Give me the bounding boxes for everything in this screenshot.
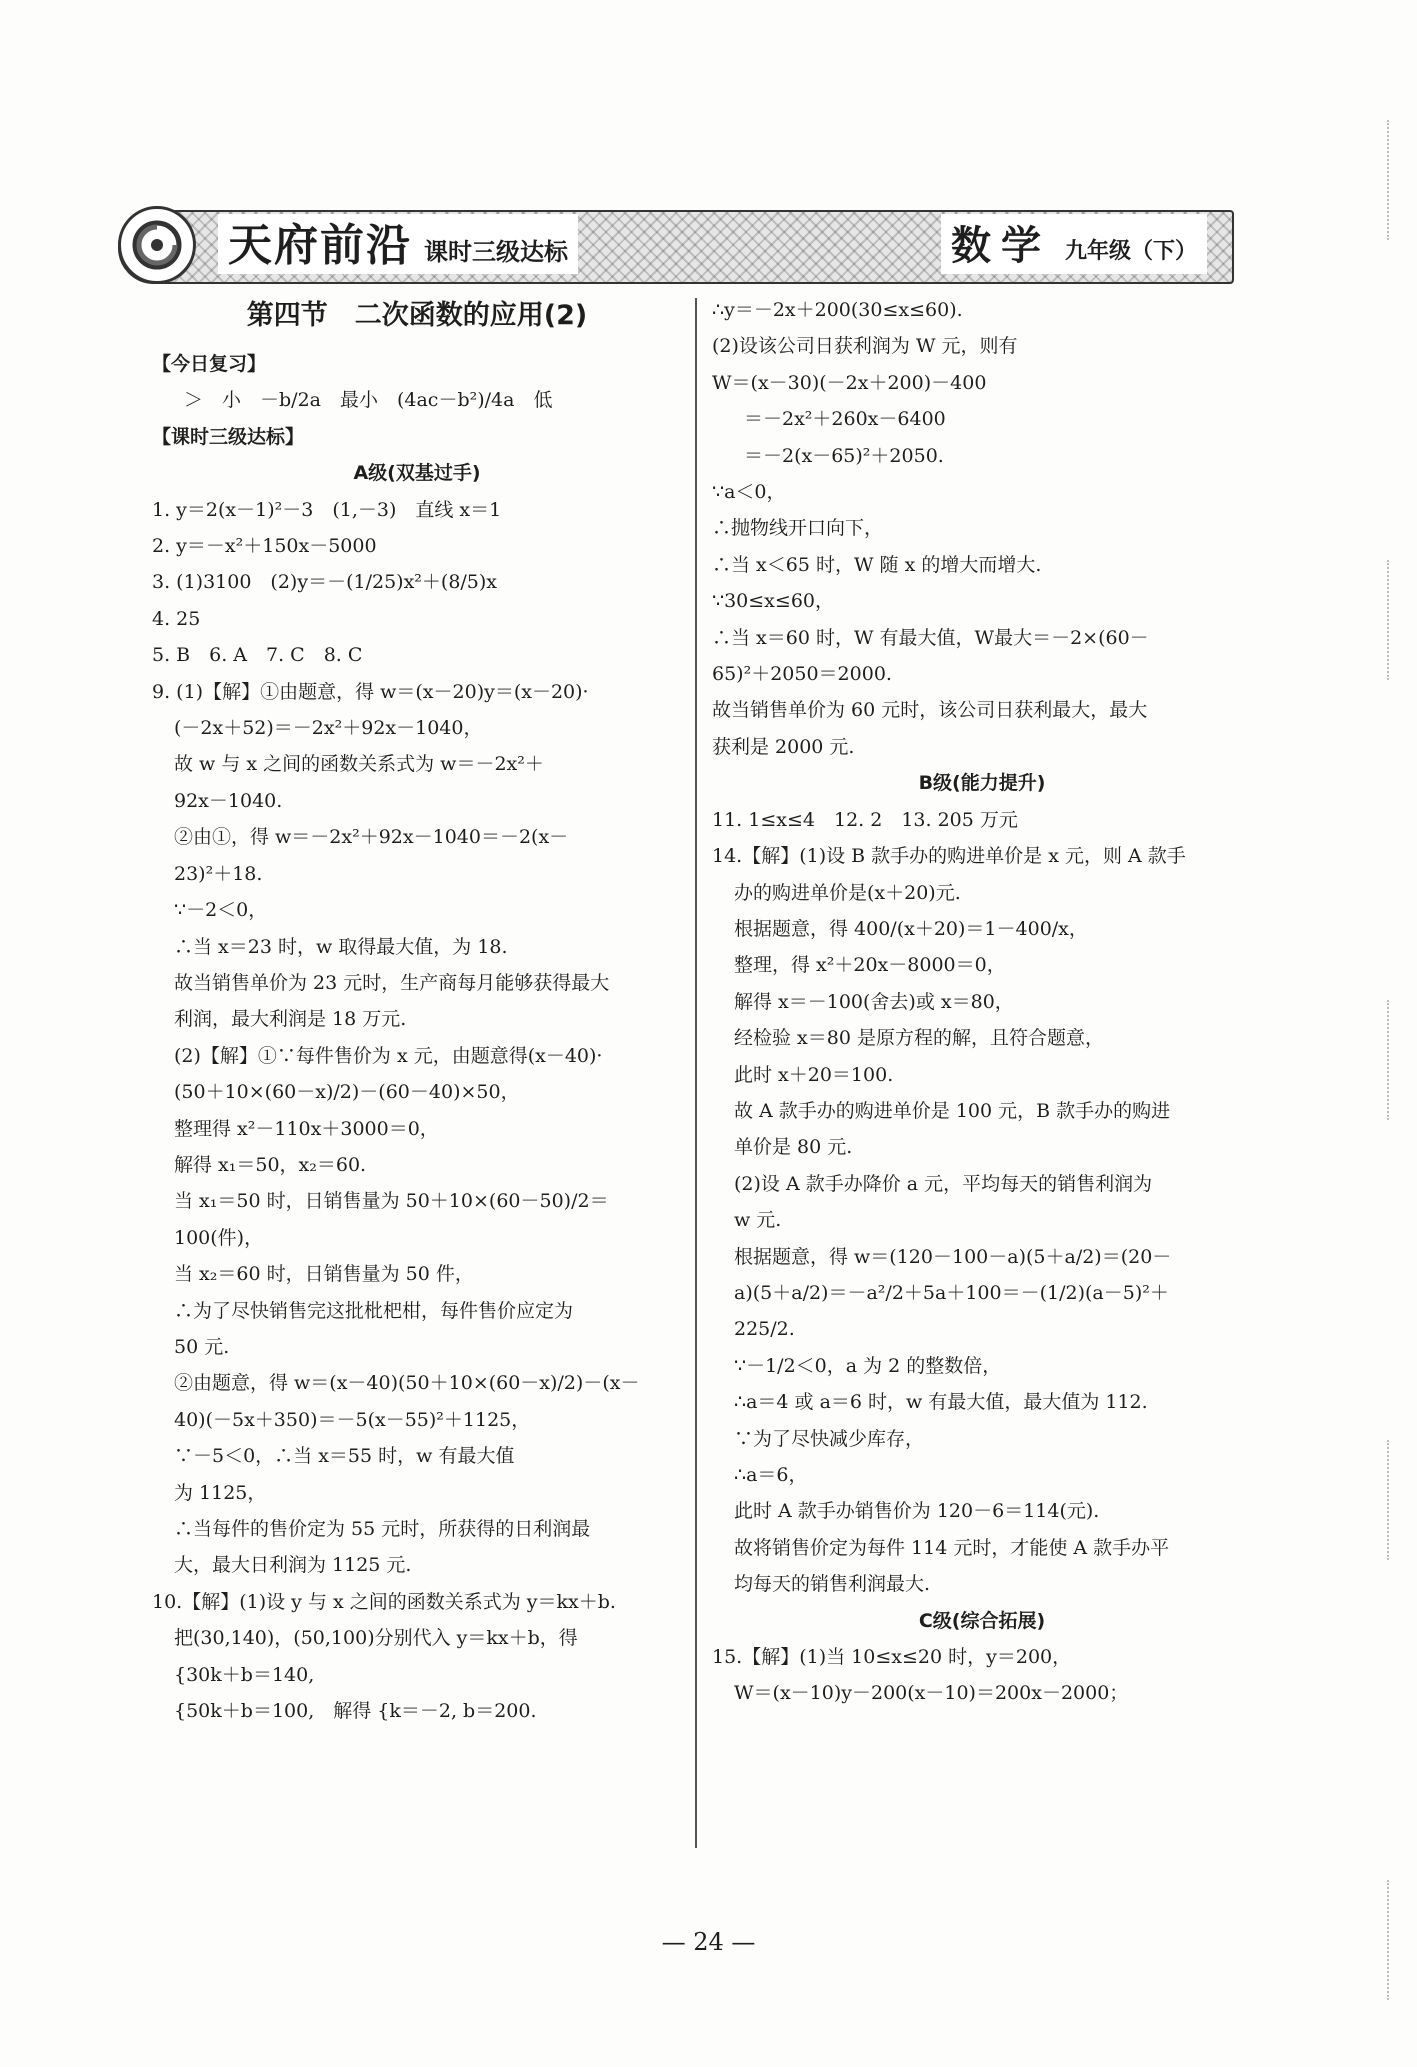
answer-line: 故 A 款手办的购进单价是 100 元，B 款手办的购进: [734, 1099, 1171, 1122]
subsection-heading: 【课时三级达标】: [152, 425, 305, 448]
answer-line: 此时 A 款手办销售价为 120－6＝114(元).: [734, 1500, 1100, 1523]
answer-line: ＞ 小 －b/2a 最小 (4ac－b²)/4a 低: [184, 389, 553, 412]
answer-line: 根据题意，得 400/(x＋20)＝1－400/x，: [734, 917, 1088, 940]
answer-line: 65)²＋2050＝2000.: [712, 663, 892, 686]
answer-line: 利润，最大利润是 18 万元.: [174, 1008, 407, 1031]
left-column: [152, 292, 682, 1729]
binding-mark: [1387, 1880, 1389, 2000]
answer-line: (2)【解】①∵每件售价为 x 元，由题意得(x－40)·: [174, 1044, 603, 1067]
answer-line: (2)设该公司日获利润为 W 元，则有: [712, 335, 1018, 358]
answer-line: (－2x＋52)＝－2x²＋92x－1040，: [174, 717, 483, 740]
answer-line: {30k＋b＝140,: [174, 1663, 315, 1686]
answer-line: 获利是 2000 元.: [712, 735, 855, 758]
answer-line: ∴为了尽快销售完这批枇杷柑，每件售价应定为: [174, 1299, 574, 1322]
answer-line: 解得 x＝－100(舍去)或 x＝80，: [734, 990, 1014, 1013]
answer-line: W＝(x－30)(－2x＋200)－400: [712, 371, 987, 394]
answer-line: ＝－2(x－65)²＋2050.: [744, 444, 944, 467]
answer-line: 23)²＋18.: [174, 862, 263, 885]
answer-line: 1. y＝2(x－1)²－3 (1,－3) 直线 x＝1: [152, 498, 502, 521]
answer-line: 10.【解】(1)设 y 与 x 之间的函数关系式为 y＝kx＋b.: [152, 1590, 616, 1613]
answer-line: 故将销售价定为每件 114 元时，才能使 A 款手办平: [734, 1536, 1170, 1559]
binding-mark: [1387, 1440, 1389, 1560]
answer-line: 5. B 6. A 7. C 8. C: [152, 644, 363, 667]
answer-line: ②由①，得 w＝－2x²＋92x－1040＝－2(x－: [174, 826, 569, 849]
answer-line: {50k＋b＝100, 解得 {k＝－2, b＝200.: [174, 1700, 537, 1723]
brand-title: 天府前沿: [228, 220, 412, 271]
right-column: [712, 292, 1252, 1712]
answer-line: 40)(－5x＋350)＝－5(x－55)²＋1125，: [174, 1408, 531, 1431]
answer-line: (50＋10×(60－x)/2)－(60－40)×50，: [174, 1081, 520, 1104]
publisher-logo: [118, 206, 196, 284]
answer-line: ∴抛物线开口向下，: [712, 517, 884, 540]
answer-line: ∴当每件的售价定为 55 元时，所获得的日利润最: [174, 1518, 591, 1540]
answer-line: (2)设 A 款手办降价 a 元，平均每天的销售利润为: [734, 1172, 1153, 1195]
binding-mark: [1387, 560, 1389, 680]
answer-line: W＝(x－10)y－200(x－10)＝200x－2000；: [734, 1682, 1129, 1705]
page-number: — 24 —: [661, 1928, 756, 1956]
answer-line: 故当销售单价为 23 元时，生产商每月能够获得最大: [174, 971, 610, 994]
answer-line: 整理，得 x²＋20x－8000＝0，: [734, 954, 1006, 977]
answer-line: 此时 x＋20＝100.: [734, 1063, 894, 1086]
grade-label: 九年级（下）: [1064, 239, 1197, 264]
header-brand: [218, 214, 578, 274]
subsection-heading: 【今日复习】: [152, 353, 267, 375]
answer-line: 单价是 80 元.: [734, 1136, 853, 1159]
level-heading: A级(双基过手): [353, 462, 481, 485]
answer-line: 解得 x₁＝50，x₂＝60.: [174, 1153, 367, 1176]
answer-line: 故当销售单价为 60 元时，该公司日获利最大，最大: [712, 699, 1148, 722]
answer-line: ∴a＝4 或 a＝6 时，w 有最大值，最大值为 112.: [734, 1391, 1148, 1414]
answer-line: ∵为了尽快减少库存，: [734, 1427, 925, 1450]
answer-line: a)(5＋a/2)＝－a²/2＋5a＋100＝－(1/2)(a－5)²＋: [734, 1281, 1169, 1304]
section-title: 第四节 二次函数的应用(2): [246, 300, 588, 331]
answer-line: ∵－5＜0，∴当 x＝55 时，w 有最大值: [174, 1445, 515, 1468]
answer-line: 100(件)，: [174, 1226, 264, 1249]
answer-line: 14.【解】(1)设 B 款手办的购进单价是 x 元，则 A 款手: [712, 845, 1186, 868]
answer-line: 2. y＝－x²＋150x－5000: [152, 535, 377, 558]
answer-line: 11. 1≤x≤4 12. 2 13. 205 万元: [712, 808, 1018, 831]
answer-line: ∴当 x＝60 时，W 有最大值，W最大＝－2×(60－: [712, 626, 1149, 649]
answer-line: ∵a＜0，: [712, 481, 786, 504]
answer-line: 92x－1040.: [174, 789, 283, 812]
brand-subtitle: 课时三级达标: [424, 238, 568, 266]
answer-line: 4. 25: [152, 607, 201, 630]
answer-line: ∴当 x＜65 时，W 随 x 的增大而增大.: [712, 553, 1042, 576]
answer-line: 50 元.: [174, 1335, 230, 1358]
answer-line: ∵－1/2＜0，a 为 2 的整数倍，: [734, 1354, 1002, 1377]
swirl-logo-icon: [130, 218, 184, 272]
answer-line: 均每天的销售利润最大.: [734, 1573, 931, 1596]
level-heading: C级(综合拓展): [918, 1609, 1046, 1632]
answer-line: ②由题意，得 w＝(x－40)(50＋10×(60－x)/2)－(x－: [174, 1372, 640, 1395]
answer-line: 当 x₂＝60 时，日销售量为 50 件，: [174, 1263, 474, 1286]
answer-line: 办的购进单价是(x＋20)元.: [734, 881, 961, 904]
answer-line: 15.【解】(1)当 10≤x≤20 时，y＝200，: [712, 1646, 1072, 1669]
answer-line: ＝－2x²＋260x－6400: [744, 408, 946, 431]
answer-line: 225/2.: [734, 1318, 795, 1341]
answer-line: ∵－2＜0，: [174, 899, 268, 922]
answer-line: ∴当 x＝23 时，w 取得最大值，为 18.: [174, 935, 508, 958]
answer-line: 根据题意，得 w＝(120－100－a)(5＋a/2)＝(20－: [734, 1245, 1172, 1268]
answer-line: ∴y＝－2x＋200(30≤x≤60).: [712, 299, 963, 321]
answer-line: 为 1125，: [174, 1481, 267, 1504]
answer-line: 当 x₁＝50 时，日销售量为 50＋10×(60－50)/2＝: [174, 1190, 609, 1213]
level-heading: B级(能力提升): [918, 772, 1046, 795]
column-divider: [695, 298, 697, 1848]
header-subject: [941, 214, 1207, 274]
answer-line: 经检验 x＝80 是原方程的解，且符合题意，: [734, 1027, 1104, 1050]
subject-name: 数学: [950, 223, 1051, 269]
answer-line: 3. (1)3100 (2)y＝－(1/25)x²＋(8/5)x: [152, 571, 498, 594]
binding-mark: [1387, 120, 1389, 240]
answer-line: ∴a＝6，: [734, 1464, 808, 1486]
answer-line: 整理得 x²－110x＋3000＝0，: [174, 1117, 439, 1140]
answer-line: 把(30,140)，(50,100)分别代入 y＝kx＋b，得: [174, 1627, 578, 1650]
binding-mark: [1387, 1000, 1389, 1120]
answer-line: 大，最大日利润为 1125 元.: [174, 1554, 412, 1577]
answer-line: ∵30≤x≤60，: [712, 590, 834, 613]
answer-line: 故 w 与 x 之间的函数关系式为 w＝－2x²＋: [174, 753, 544, 776]
answer-line: 9. (1)【解】①由题意，得 w＝(x－20)y＝(x－20)·: [152, 680, 589, 703]
answer-line: w 元.: [734, 1209, 782, 1232]
